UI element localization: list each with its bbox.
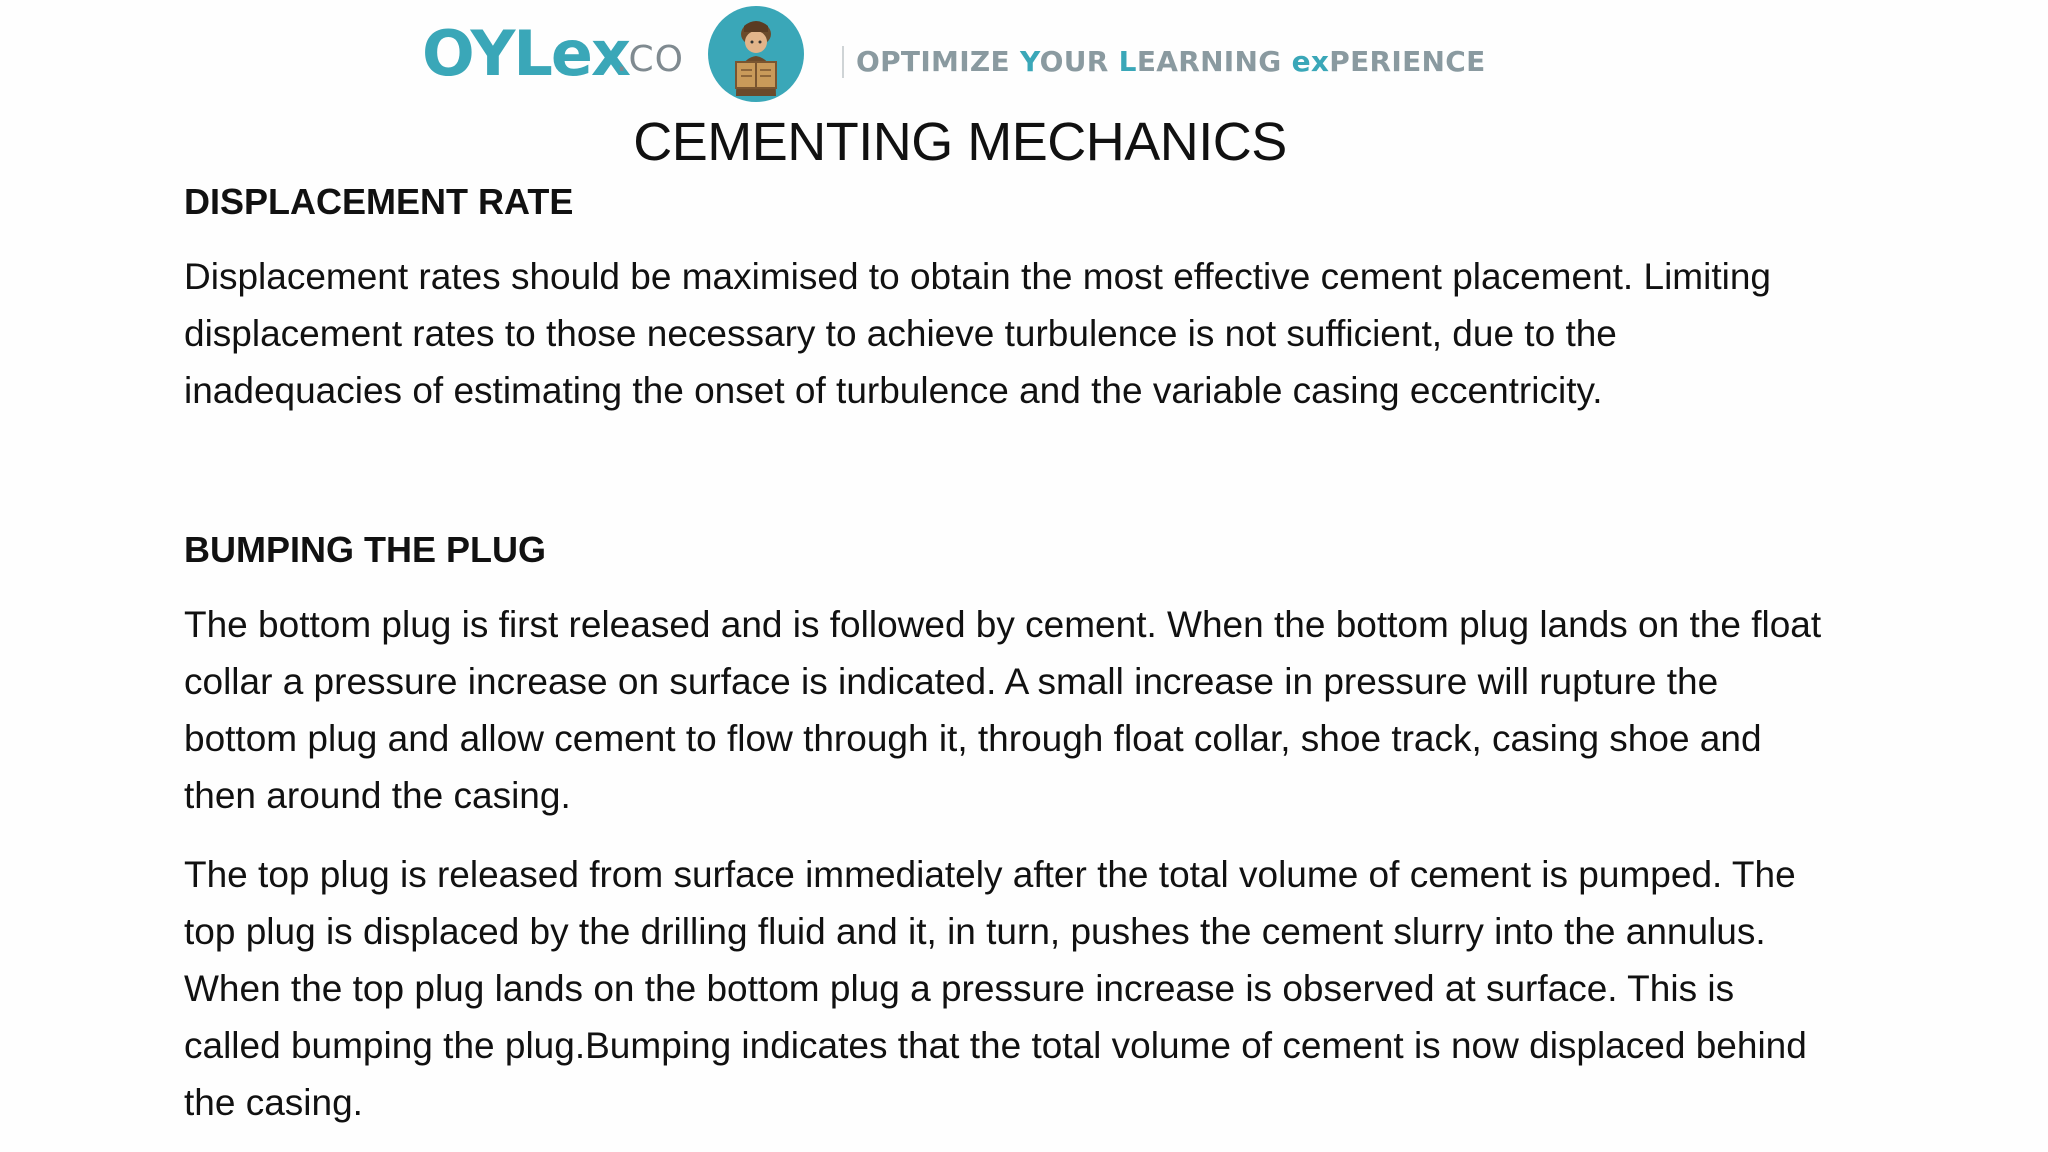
reader-mascot-icon xyxy=(706,4,806,104)
tagline-part: L xyxy=(1118,45,1137,78)
slide-content xyxy=(184,174,1824,1131)
tagline-part: EARNING xyxy=(1136,45,1292,78)
tagline-part: Y xyxy=(1020,45,1040,78)
tagline-part: OUR xyxy=(1039,45,1119,78)
tagline-part: OPTIMIZE xyxy=(856,45,1021,78)
slide-title: CEMENTING MECHANICS xyxy=(633,112,1287,172)
paragraph-top-plug: The top plug is released from surface immediately after the total volume of cement is pumped. The top plug is displaced by the drilling fluid and it, in turn, pushes the cement slurry into the annulus. When the top plug lands on the bottom plug a pressure increase is observed at surface. This is called bumping the plug.Bumping indicates that the total volume of cement is now displaced behind the casing. xyxy=(184,854,1807,1123)
brand-logo-suffix: .CO xyxy=(616,39,684,80)
tagline-part: ex xyxy=(1291,45,1330,78)
paragraph-bottom-plug: The bottom plug is first released and is followed by cement. When the bottom plug lands on the float collar a pressure increase on surface is indicated. A small increase in pressure will rupture the bottom plug and allow cement to flow through it, through float collar, shoe track, casing shoe and then around the casing. xyxy=(184,604,1822,816)
section-heading-displacement-rate: DISPLACEMENT RATE xyxy=(184,181,574,222)
section-heading-bumping-the-plug: BUMPING THE PLUG xyxy=(184,529,547,570)
header-banner xyxy=(0,0,2048,110)
brand-tagline xyxy=(856,44,1486,80)
header-divider xyxy=(842,46,844,78)
tagline-part: PERIENCE xyxy=(1329,45,1486,78)
paragraph-displacement-rate: Displacement rates should be maximised to obtain the most effective cement placement. Limiting displacement rates to those necessary to achieve turbulence is not sufficient, due to the inadequacies of estimating the onset of turbulence and the variable casing eccentricity. xyxy=(184,256,1771,411)
brand-logo-text: OYLex xyxy=(422,17,629,90)
